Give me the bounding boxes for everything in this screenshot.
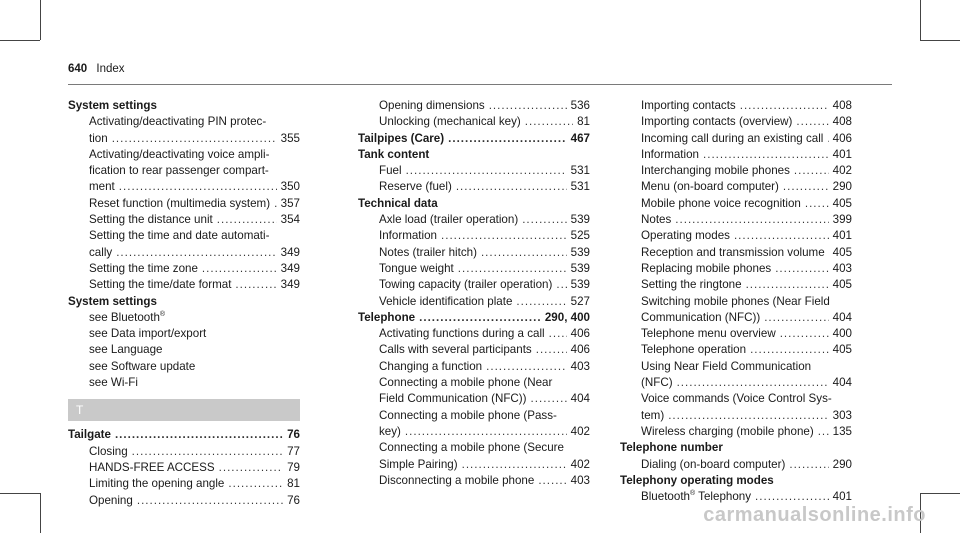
index-subentry[interactable] (68, 493, 300, 509)
index-subentry[interactable] (68, 261, 300, 277)
leader-dots (219, 460, 283, 476)
index-subentry-text: Connecting a mobile phone (Near (379, 376, 553, 390)
leader-dots (481, 245, 567, 261)
entry-label: Notes (641, 213, 672, 227)
page-reference[interactable]: 354 (280, 213, 300, 227)
page-reference[interactable]: 400 (832, 327, 852, 341)
page-reference[interactable]: 350 (280, 180, 300, 194)
page-reference[interactable]: 527 (570, 294, 590, 308)
entry-label: Information (379, 229, 437, 243)
entry-label: (NFC) (641, 376, 673, 390)
leader-dots (780, 326, 829, 342)
page-reference[interactable]: 401 (832, 229, 852, 243)
index-subentry[interactable] (68, 460, 300, 476)
entry-label: tem) (641, 408, 665, 422)
index-heading: Telephone number (620, 441, 723, 455)
entry-label: Setting the distance unit (89, 213, 213, 227)
entry-label: Changing a function (379, 359, 483, 373)
index-heading: Technical data (358, 196, 438, 210)
watermark: carmanualsonline.info (703, 504, 926, 526)
page-reference[interactable]: 401 (832, 490, 852, 504)
index-column-2 (358, 98, 590, 489)
index-heading: System settings (68, 294, 157, 308)
leader-dots (462, 457, 567, 473)
index-subentry[interactable] (620, 131, 852, 147)
index-subentry[interactable] (358, 359, 590, 375)
page-reference[interactable]: 357 (280, 196, 300, 210)
page-reference[interactable]: 81 (577, 115, 590, 129)
leader-dots (805, 196, 829, 212)
page-reference[interactable]: 76 (287, 493, 300, 507)
entry-label: Mobile phone voice recognition (641, 196, 801, 210)
entry-label: Towing capacity (trailer operation) (379, 278, 553, 292)
index-subentry[interactable] (358, 391, 590, 407)
index-subentry-text: Activating/deactivating voice ampli- (89, 147, 270, 161)
index-subentry[interactable] (358, 277, 590, 293)
entry-label: Opening dimensions (379, 99, 485, 112)
index-subentry[interactable] (620, 326, 852, 342)
entry-label: Simple Pairing) (379, 457, 458, 471)
page-reference[interactable]: 404 (832, 376, 852, 390)
entry-label: tion (89, 131, 108, 145)
page-reference[interactable]: 405 (832, 196, 852, 210)
entry-label: Information (641, 147, 699, 161)
index-subentry-text: see Wi-Fi (89, 376, 138, 390)
leader-dots (677, 375, 829, 391)
index-subentry-text: Connecting a mobile phone (Pass- (379, 408, 557, 422)
leader-dots (522, 212, 566, 228)
entry-label: Vehicle identification plate (379, 294, 513, 308)
index-subentry-text: Switching mobile phones (Near Field (641, 294, 830, 308)
page-title: Index (96, 63, 125, 75)
crop-mark (40, 0, 41, 40)
entry-label: ment (89, 180, 115, 194)
page-reference[interactable]: 81 (287, 477, 300, 491)
page-reference[interactable]: 401 (832, 147, 852, 161)
entry-label: Reset function (multimedia system) (89, 196, 271, 210)
leader-dots (775, 261, 828, 277)
index-subentry[interactable] (620, 228, 852, 244)
page-reference[interactable]: 405 (832, 343, 852, 357)
index-subentry[interactable] (620, 245, 852, 261)
index-subentry[interactable] (620, 114, 852, 130)
entry-label: Replacing mobile phones (641, 261, 772, 275)
entry-label: Interchanging mobile phones (641, 164, 790, 178)
crop-mark (920, 0, 921, 40)
leader-dots (750, 342, 829, 358)
leader-dots (448, 131, 567, 147)
leader-dots (228, 476, 283, 492)
entry-label: Activating functions during a call (379, 327, 545, 341)
page-reference[interactable]: 402 (570, 457, 590, 471)
leader-dots (115, 427, 283, 443)
index-subentry[interactable] (358, 228, 590, 244)
index-subentry[interactable] (68, 212, 300, 228)
index-subentry[interactable] (68, 196, 300, 212)
index-subentry[interactable] (620, 310, 852, 326)
leader-dots (818, 424, 829, 440)
index-subentry[interactable] (620, 457, 852, 473)
page-reference[interactable]: 406 (570, 327, 590, 341)
index-subentry[interactable] (358, 212, 590, 228)
page-reference[interactable]: 77 (287, 444, 300, 458)
page-reference[interactable]: 405 (832, 278, 852, 292)
entry-label: HANDS-FREE ACCESS (89, 460, 215, 474)
index-subentry[interactable] (358, 326, 590, 342)
leader-dots (668, 408, 828, 424)
index-subentry[interactable] (620, 147, 852, 163)
leader-dots (525, 114, 573, 130)
page-reference[interactable]: 539 (570, 245, 590, 259)
crop-mark (920, 40, 960, 41)
index-subentry[interactable] (620, 342, 852, 358)
page-reference[interactable]: 406 (832, 131, 852, 145)
page-reference[interactable]: 290 (832, 180, 852, 194)
entry-label: Wireless charging (mobile phone) (641, 424, 814, 438)
entry-label: Communication (NFC)) (641, 310, 761, 324)
page-reference[interactable]: 525 (570, 229, 590, 243)
leader-dots (536, 342, 567, 358)
leader-dots (827, 131, 828, 147)
entry-label: Bluetooth® Telephony (641, 490, 752, 504)
index-subentry[interactable] (68, 245, 300, 261)
index-subentry[interactable] (620, 261, 852, 277)
page-reference[interactable]: 539 (570, 213, 590, 227)
entry-label: Tailgate (68, 428, 111, 442)
crop-mark (40, 493, 41, 533)
index-subentry-text: see Bluetooth® (89, 310, 166, 324)
index-subentry[interactable] (358, 342, 590, 358)
crop-mark (0, 493, 40, 494)
entry-label: Calls with several participants (379, 343, 532, 357)
index-heading: Tank content (358, 147, 430, 161)
entry-label: Reception and transmission volume (641, 245, 825, 259)
page-reference[interactable]: 290, 400 (544, 310, 590, 324)
index-subentry-text: Using Near Field Communication (641, 359, 812, 373)
index-column-3 (620, 98, 852, 505)
index-subentry[interactable] (620, 212, 852, 228)
leader-dots (458, 261, 567, 277)
leader-dots (235, 277, 276, 293)
index-subentry[interactable] (358, 163, 590, 179)
index-heading[interactable] (68, 427, 300, 443)
leader-dots (703, 147, 829, 163)
index-subentry-text: Voice commands (Voice Control Sys- (641, 392, 832, 406)
page-reference[interactable]: 402 (570, 424, 590, 438)
entry-label: Setting the time zone (89, 261, 198, 275)
page-reference[interactable]: 467 (570, 131, 590, 145)
entry-label: Importing contacts (641, 99, 736, 112)
entry-label: Telephone operation (641, 343, 747, 357)
index-subentry[interactable] (358, 98, 590, 114)
leader-dots (217, 212, 277, 228)
index-subentry[interactable] (68, 444, 300, 460)
page-reference[interactable]: 76 (287, 428, 300, 442)
crop-mark (920, 493, 960, 494)
leader-dots (202, 261, 277, 277)
entry-label: Tongue weight (379, 261, 454, 275)
index-subentry[interactable] (68, 131, 300, 147)
page-reference[interactable]: 399 (832, 213, 852, 227)
index-subentry-text: see Data import/export (89, 327, 207, 341)
section-letter-bar: T (68, 399, 300, 421)
index-subentry[interactable] (358, 424, 590, 440)
leader-dots (132, 444, 283, 460)
leader-dots (489, 98, 567, 114)
leader-dots (549, 326, 567, 342)
page-reference[interactable]: 539 (570, 261, 590, 275)
leader-dots (119, 179, 277, 195)
page-reference[interactable]: 349 (280, 245, 300, 259)
entry-label: Axle load (trailer operation) (379, 213, 519, 227)
page-reference[interactable]: 290 (832, 457, 852, 471)
index-subentry[interactable] (358, 294, 590, 310)
entry-label: Menu (on-board computer) (641, 180, 779, 194)
page-header (68, 63, 125, 75)
index-subentry[interactable] (68, 476, 300, 492)
entry-label: Field Communication (NFC)) (379, 392, 527, 406)
leader-dots (794, 163, 829, 179)
index-subentry[interactable] (358, 473, 590, 489)
leader-dots (419, 310, 541, 326)
entry-label: Telephone (358, 310, 416, 324)
entry-label: Operating modes (641, 229, 730, 243)
index-subentry[interactable] (620, 179, 852, 195)
index-subentry[interactable] (620, 375, 852, 391)
leader-dots (538, 473, 566, 489)
page-reference[interactable]: 531 (570, 180, 590, 194)
page-reference[interactable]: 403 (832, 261, 852, 275)
leader-dots (116, 245, 276, 261)
leader-dots (456, 179, 567, 195)
page-reference[interactable]: 405 (832, 245, 853, 259)
entry-label: Closing (89, 444, 128, 458)
page-reference[interactable]: 355 (280, 131, 300, 145)
index-subentry[interactable] (620, 163, 852, 179)
index-subentry-text: see Language (89, 343, 163, 357)
page-reference[interactable]: 536 (570, 99, 590, 112)
leader-dots (137, 493, 283, 509)
leader-dots (783, 179, 829, 195)
leader-dots (734, 228, 829, 244)
page-reference[interactable]: 303 (832, 408, 852, 422)
entry-label: Disconnecting a mobile phone (379, 473, 535, 487)
page-reference[interactable]: 403 (570, 473, 590, 487)
index-subentry[interactable] (620, 408, 852, 424)
leader-dots (486, 359, 567, 375)
index-subentry[interactable] (620, 489, 852, 505)
header-rule (68, 84, 892, 85)
leader-dots (531, 391, 567, 407)
index-subentry[interactable] (358, 114, 590, 130)
index-subentry-text: Connecting a mobile phone (Secure (379, 441, 564, 455)
index-subentry[interactable] (358, 261, 590, 277)
index-heading: System settings (68, 99, 157, 112)
entry-label: Reserve (fuel) (379, 180, 452, 194)
index-subentry[interactable] (68, 277, 300, 293)
index-subentry[interactable] (68, 179, 300, 195)
entry-label: Opening (89, 493, 133, 507)
index-heading[interactable] (358, 131, 590, 147)
index-subentry[interactable] (620, 277, 852, 293)
entry-label: Fuel (379, 164, 402, 178)
page-reference[interactable]: 408 (832, 99, 852, 112)
index-subentry[interactable] (620, 196, 852, 212)
leader-dots (406, 163, 567, 179)
entry-label: cally (89, 245, 113, 259)
page-reference[interactable]: 135 (832, 424, 852, 438)
entry-label: Limiting the opening angle (89, 477, 225, 491)
index-subentry[interactable] (358, 179, 590, 195)
entry-label: Dialing (on-board computer) (641, 457, 786, 471)
entry-label: Notes (trailer hitch) (379, 245, 477, 259)
index-heading[interactable] (358, 310, 590, 326)
index-subentry-text: Setting the time and date automati- (89, 229, 270, 243)
leader-dots (746, 277, 829, 293)
leader-dots (516, 294, 566, 310)
entry-label: Importing contacts (overview) (641, 115, 793, 129)
index-subentry[interactable] (620, 424, 852, 440)
page-reference[interactable]: 79 (287, 460, 300, 474)
entry-label: Unlocking (mechanical key) (379, 115, 521, 129)
page-reference[interactable]: 404 (832, 310, 852, 324)
leader-dots (796, 114, 828, 130)
index-subentry-text: see Software update (89, 359, 196, 373)
leader-dots (112, 131, 277, 147)
leader-dots (740, 98, 829, 114)
page-reference[interactable]: 349 (280, 278, 300, 292)
page-reference[interactable]: 403 (570, 359, 590, 373)
index-column-1 (68, 98, 300, 509)
leader-dots (441, 228, 567, 244)
crop-mark (0, 40, 40, 41)
entry-label: Setting the time/date format (89, 278, 232, 292)
page-reference[interactable]: 404 (570, 392, 590, 406)
leader-dots (789, 457, 828, 473)
index-subentry[interactable] (358, 245, 590, 261)
leader-dots (274, 196, 277, 212)
page-reference[interactable]: 408 (832, 115, 852, 129)
page-reference[interactable]: 406 (570, 343, 590, 357)
entry-label: Tailpipes (Care) (358, 131, 445, 145)
index-subentry-text: Activating/deactivating PIN protec- (89, 115, 267, 129)
index-subentry[interactable] (358, 457, 590, 473)
page-reference[interactable]: 402 (832, 164, 852, 178)
leader-dots (755, 489, 829, 505)
entry-label: Telephone menu overview (641, 327, 776, 341)
entry-label: Setting the ringtone (641, 278, 742, 292)
index-subentry-text: fication to rear passenger compart- (89, 164, 269, 178)
page-reference[interactable]: 539 (570, 278, 590, 292)
page-reference[interactable]: 531 (570, 164, 590, 178)
page-number: 640 (68, 63, 88, 75)
leader-dots (556, 277, 566, 293)
index-heading: Telephony operating modes (620, 473, 774, 487)
entry-label: Incoming call during an existing call (641, 131, 824, 145)
leader-dots (405, 424, 567, 440)
index-subentry[interactable] (620, 98, 852, 114)
page-reference[interactable]: 349 (280, 261, 300, 275)
leader-dots (675, 212, 828, 228)
entry-label: key) (379, 424, 401, 438)
leader-dots (764, 310, 828, 326)
